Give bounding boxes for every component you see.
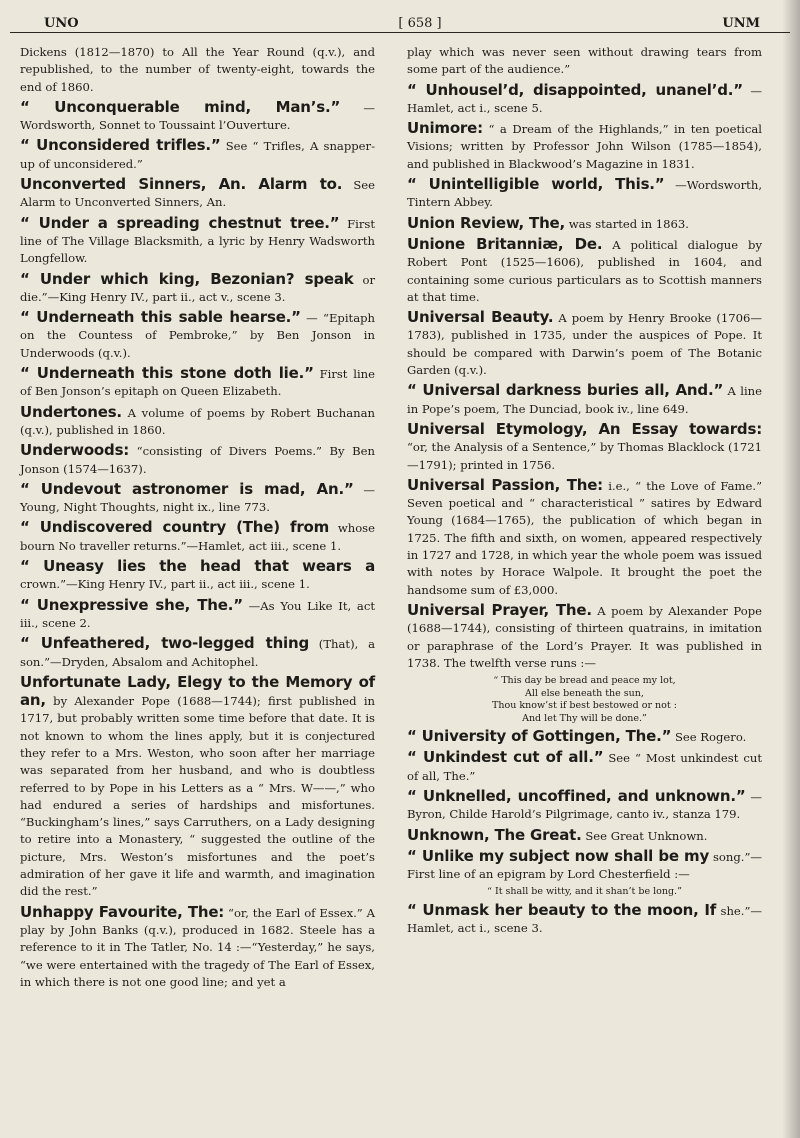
entry-text: See “ Most unkindest cut of all, The.” [407, 751, 763, 783]
entry-headword: “ Unconsidered trifles.” [20, 136, 221, 155]
left-column [20, 44, 375, 994]
entry-headword: Universal Etymology, An Essay towards: [407, 419, 762, 438]
dictionary-entry [20, 99, 375, 135]
dictionary-entry [20, 904, 375, 991]
verse-quotation [407, 886, 762, 899]
entry-headword: “ Unkindest cut of all.” [407, 748, 604, 767]
entry-headword: Underwoods: [20, 441, 130, 460]
verse-line: All else beneath the sun, [525, 687, 644, 699]
dictionary-entry [407, 728, 762, 746]
entry-text: See Great Unknown. [585, 828, 708, 843]
dictionary-entry [407, 44, 762, 79]
entry-headword: “ Unlike my subject now shall be my [407, 846, 710, 865]
page-number: [ 658 ] [398, 16, 442, 31]
entry-headword: Unione Britanniæ, De. [407, 234, 603, 253]
entry-text: — Byron, Childe Harold’s Pilgrimage, canto iv., stanza 179. [407, 789, 762, 822]
dictionary-entry [407, 902, 762, 938]
entry-text: “or, the Analysis of a Sentence,” by Thomas Blacklock (1721—1791); printed in 1756. [407, 440, 762, 472]
entry-headword: Universal Prayer, The. [407, 600, 592, 619]
entry-text: A volume of poems by Robert Buchanan (q.v.), published in 1860. [20, 405, 375, 437]
entry-headword: “ Uneasy lies the head that wears a [20, 557, 375, 576]
dictionary-entry [407, 236, 762, 306]
entry-text: A poem by Alexander Pope (1688—1744), consisting of thirteen quatrains, in imitation or paraphrase of the Lord’s Prayer. It was published in 1738. The twelfth verse runs :— [407, 603, 762, 670]
entry-headword: “ Unknelled, uncoffined, and unknown.” [407, 786, 746, 805]
entry-text: or die.”—King Henry IV., part ii., act v., scene 3. [20, 272, 375, 304]
binding-shadow [782, 0, 800, 1138]
dictionary-entry [20, 597, 375, 633]
entry-headword: Undertones. [20, 402, 122, 421]
entry-headword: “ Universal darkness buries all, And.” [407, 381, 724, 400]
entry-text: play which was never seen without drawing tears from some part of the audience.” [407, 45, 762, 77]
entry-headword: Unfortunate Lady, Elegy to the Memory of an, [20, 672, 375, 710]
entry-text: First line of The Village Blacksmith, a lyric by Henry Wadsworth Longfellow. [20, 216, 376, 266]
dictionary-entry [407, 421, 762, 474]
dictionary-entry [20, 215, 375, 268]
header-rule [10, 32, 790, 33]
dictionary-entry [407, 477, 762, 599]
entry-headword: “ Unmask her beauty to the moon, If [407, 900, 717, 919]
dictionary-entry [20, 176, 375, 212]
right-column [407, 44, 762, 941]
entry-headword: “ Underneath this stone doth lie.” [20, 364, 314, 383]
dictionary-entry [20, 404, 375, 440]
entry-headword: “ Unconquerable mind, Man’s.” [20, 97, 341, 116]
dictionary-entry [20, 137, 375, 173]
entry-headword: “ Unfeathered, two-legged thing [20, 634, 309, 653]
entry-headword: Unconverted Sinners, An. Alarm to. [20, 175, 343, 194]
entry-text: First line of Ben Jonson’s epitaph on Queen Elizabeth. [20, 367, 375, 399]
entry-text: — Wordsworth, Sonnet to Toussaint l’Ouverture. [20, 100, 375, 133]
verse-line: And let Thy will be done.” [522, 712, 647, 724]
dictionary-entry [407, 82, 762, 118]
dictionary-entry [20, 365, 375, 401]
entry-text: (That), a son.”—Dryden, Absalom and Achitophel. [20, 637, 375, 669]
entry-text: —Young, Night Thoughts, night ix., line 773. [20, 482, 375, 515]
entry-text: by Alexander Pope (1688—1744); first published in 1717, but probably written some time before that date. It is not known to whom the lines apply, but it is conjectured they refer to a Mrs. Weston, who soon after her marriage was separated from her husband, and who is doubtless referred to by Pope in his Letters as a “ Mrs. W——,” who had endured a series of hardships and misfortunes. “Buckingham’s lines,” says Carruthers, on a Lady designing to retire into a Monastery, “ suggested the outline of the picture, Mrs. Weston’s misfortunes and the poet’s admiration of her gave it life and warmth, and imagination did the rest.” [20, 694, 376, 899]
entry-text: whose bourn No traveller returns.”—Hamlet, act iii., scene 1. [20, 521, 375, 553]
entry-text: crown.”—King Henry IV., part ii., act iii., scene 1. [20, 577, 310, 592]
dictionary-entry [407, 309, 762, 379]
entry-text: —Wordsworth, Tintern Abbey. [407, 178, 762, 210]
dictionary-entry [20, 44, 375, 96]
verse-quotation [407, 675, 762, 725]
entry-text: A political dialogue by Robert Pont (1525—1606), published in 1604, and containing some curious particulars as to Scottish manners at that time. [407, 237, 762, 304]
entry-text: See Rogero. [674, 730, 747, 745]
dictionary-entry [407, 176, 762, 212]
entry-text: — “Epitaph on the Countess of Pembroke,” by Ben Jonson in Underwoods (q.v.). [20, 311, 375, 360]
dictionary-entry [20, 271, 375, 307]
entry-headword: Unknown, The Great. [407, 825, 582, 844]
entry-headword: Unhappy Favourite, The: [20, 902, 225, 921]
entry-headword: “ Undiscovered country (The) from [20, 518, 330, 537]
dictionary-entry [407, 602, 762, 672]
verse-line: “ This day be bread and peace my lot, [493, 675, 676, 687]
header-left-guideword: UNO [44, 16, 79, 31]
dictionary-entry [20, 442, 375, 478]
verse-line: Thou know’st if best bestowed or not : [492, 700, 677, 712]
dictionary-entry [407, 215, 762, 233]
entry-text: A line in Pope’s poem, The Dunciad, book iv., line 649. [407, 384, 763, 416]
dictionary-entry [20, 635, 375, 671]
entry-text: —As You Like It, act iii., scene 2. [20, 598, 376, 630]
entry-headword: Union Review, The, [407, 213, 566, 232]
entry-text: i.e., “ the Love of Fame.” Seven poetical and “ characteristical ” satires by Edward Young (1684—1765), the publication of which began in 1725. The fifth and sixth, on women, appeared respectively in 1727 and 1728, in which year the whole poem was issued with notes by Horace Walpole. It brought the poet the handsome sum of £3,000. [407, 478, 762, 597]
entry-headword: “ Unexpressive she, The.” [20, 595, 243, 614]
dictionary-entry [407, 827, 762, 845]
entry-text: A poem by Henry Brooke (1706—1783), published in 1735, under the auspices of Pope. It should be compared with Darwin’s poem of The Botanic Garden (q.v.). [407, 311, 762, 378]
entry-text: she.”—Hamlet, act i., scene 3. [407, 903, 762, 936]
entry-text: song.”—First line of an epigram by Lord Chesterfield :— [407, 849, 763, 882]
dictionary-entry [407, 749, 762, 785]
entry-headword: “ University of Gottingen, The.” [407, 727, 672, 746]
dictionary-entry [407, 120, 762, 173]
entry-headword: “ Under which king, Bezonian? speak [20, 269, 354, 288]
entry-text: “consisting of Divers Poems.” By Ben Jonson (1574—1637). [20, 444, 375, 476]
entry-headword: Universal Passion, The: [407, 475, 603, 494]
dictionary-entry [20, 309, 375, 362]
entry-headword: “ Undevout astronomer is mad, An.” [20, 479, 354, 498]
dictionary-entry [20, 674, 375, 901]
entry-text: See “ Trifles, A snapper-up of unconsidered.” [20, 139, 375, 171]
entry-text: See Alarm to Unconverted Sinners, An. [20, 178, 376, 210]
entry-headword: “ Unhousel’d, disappointed, unanel’d.” [407, 80, 743, 99]
dictionary-entry [407, 382, 762, 418]
dictionary-entry [407, 788, 762, 824]
entry-text: Dickens (1812—1870) to All the Year Round (q.v.), and republished, to the number of twenty-eight, towards the end of 1860. [20, 45, 375, 94]
entry-text: “ a Dream of the Highlands,” in ten poetical Visions; written by Professor John Wilson (1785—1854), and published in Blackwood’s Magazine in 1831. [407, 122, 762, 171]
verse-line: “ It shall be witty, and it shan’t be long.” [487, 886, 682, 898]
entry-headword: Universal Beauty. [407, 308, 554, 327]
entry-text: —Hamlet, act i., scene 5. [407, 83, 762, 115]
dictionary-entry [20, 481, 375, 517]
header-right-guideword: UNM [722, 16, 760, 31]
entry-headword: Unimore: [407, 119, 483, 138]
dictionary-entry [20, 558, 375, 594]
dictionary-entry [407, 848, 762, 884]
entry-headword: “ Unintelligible world, This.” [407, 175, 665, 194]
entry-text: was started in 1863. [568, 216, 689, 231]
entry-headword: “ Under a spreading chestnut tree.” [20, 213, 340, 232]
entry-headword: “ Underneath this sable hearse.” [20, 308, 301, 327]
dictionary-entry [20, 519, 375, 555]
entry-text: “or, the Earl of Essex.” A play by John Banks (q.v.), produced in 1682. Steele has a reference to it in The Tatler, No. 14 :—“Yesterday,” he says, “we were entertained with the tragedy of The Earl of Essex, in which there is not one good line; and yet a [20, 905, 376, 989]
